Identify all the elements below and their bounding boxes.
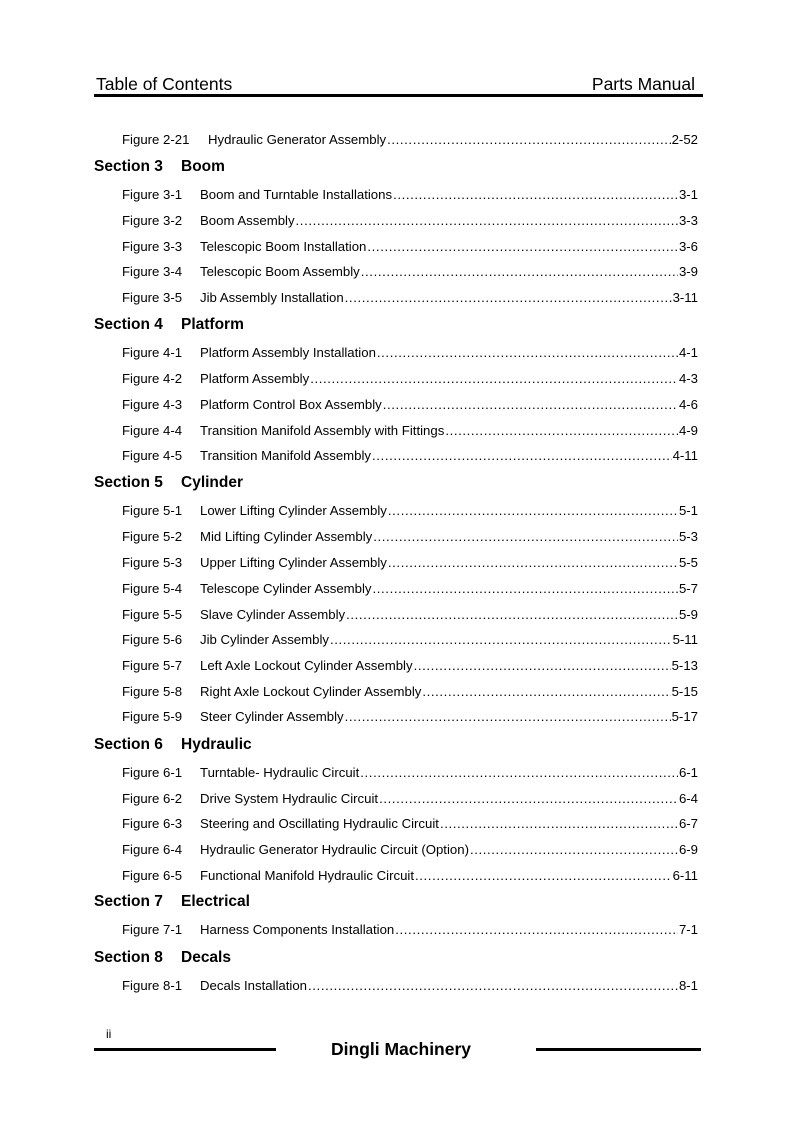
dot-leader xyxy=(470,841,678,859)
toc-section-heading xyxy=(94,948,231,968)
dot-leader xyxy=(387,131,670,149)
figure-number: Figure 5-5 xyxy=(122,607,183,622)
toc-figure-entry xyxy=(122,344,698,362)
figure-number: Figure 5-8 xyxy=(122,684,183,699)
toc-figure-entry xyxy=(122,631,698,649)
section-title: Hydraulic xyxy=(181,736,252,753)
figure-page-number: 5-9 xyxy=(678,607,698,622)
toc-figure-entry xyxy=(122,921,698,939)
toc-figure-entry xyxy=(122,131,698,149)
figure-title: Right Axle Lockout Cylinder Assembly xyxy=(200,684,422,699)
section-number: Section 8 xyxy=(94,949,163,966)
toc-section-heading xyxy=(94,735,252,755)
dot-leader xyxy=(383,396,678,414)
toc-figure-entry xyxy=(122,841,698,859)
figure-number: Figure 3-2 xyxy=(122,213,183,228)
footer-company-name: Dingli Machinery xyxy=(331,1039,472,1059)
figure-title: Functional Manifold Hydraulic Circuit xyxy=(200,868,415,883)
header-manual-name: Parts Manual xyxy=(591,74,695,94)
figure-title: Drive System Hydraulic Circuit xyxy=(200,791,379,806)
figure-number: Figure 4-4 xyxy=(122,423,183,438)
figure-page-number: 8-1 xyxy=(678,978,698,993)
header-title: Table of Contents xyxy=(96,74,233,94)
figure-title: Hydraulic Generator Hydraulic Circuit (Option) xyxy=(200,842,469,857)
toc-figure-entry xyxy=(122,422,698,440)
figure-page-number: 4-11 xyxy=(672,448,698,463)
figure-title: Upper Lifting Cylinder Assembly xyxy=(200,555,387,570)
figure-title: Mid Lifting Cylinder Assembly xyxy=(200,529,373,544)
toc-figure-entry xyxy=(122,977,698,995)
figure-number: Figure 5-4 xyxy=(122,581,183,596)
toc-figure-entry xyxy=(122,186,698,204)
figure-page-number: 4-1 xyxy=(678,345,698,360)
section-title: Decals xyxy=(181,949,231,966)
figure-page-number: 6-4 xyxy=(678,791,698,806)
figure-number: Figure 7-1 xyxy=(122,922,183,937)
toc-figure-entry xyxy=(122,502,698,520)
figure-number: Figure 6-3 xyxy=(122,816,183,831)
figure-page-number: 5-17 xyxy=(671,709,698,724)
figure-page-number: 2-52 xyxy=(671,132,698,147)
dot-leader xyxy=(422,683,670,701)
dot-leader xyxy=(445,422,678,440)
dot-leader xyxy=(308,977,678,995)
toc-figure-entry xyxy=(122,606,698,624)
section-title: Cylinder xyxy=(181,474,244,491)
toc-figure-entry xyxy=(122,289,698,307)
figure-title: Decals Installation xyxy=(200,978,308,993)
toc-figure-entry xyxy=(122,708,698,726)
dot-leader xyxy=(373,528,678,546)
toc-figure-entry xyxy=(122,683,698,701)
figure-number: Figure 5-1 xyxy=(122,503,183,518)
section-title: Boom xyxy=(181,158,225,175)
figure-title: Telescopic Boom Assembly xyxy=(200,264,360,279)
figure-number: Figure 3-1 xyxy=(122,187,183,202)
dot-leader xyxy=(372,447,672,465)
section-number: Section 4 xyxy=(94,316,163,333)
toc-figure-entry xyxy=(122,580,698,598)
toc-figure-entry xyxy=(122,790,698,808)
figure-page-number: 3-6 xyxy=(678,239,698,254)
figure-title: Telescopic Boom Installation xyxy=(200,239,367,254)
figure-title: Left Axle Lockout Cylinder Assembly xyxy=(200,658,413,673)
toc-figure-entry xyxy=(122,815,698,833)
figure-page-number: 5-7 xyxy=(678,581,698,596)
figure-number: Figure 3-4 xyxy=(122,264,183,279)
figure-title: Platform Assembly xyxy=(200,371,310,386)
figure-page-number: 3-11 xyxy=(672,290,698,305)
toc-section-heading xyxy=(94,157,225,177)
figure-page-number: 3-3 xyxy=(678,213,698,228)
figure-title: Platform Control Box Assembly xyxy=(200,397,382,412)
dot-leader xyxy=(345,708,671,726)
toc-figure-entry xyxy=(122,238,698,256)
figure-number: Figure 4-3 xyxy=(122,397,183,412)
section-title: Platform xyxy=(181,316,244,333)
figure-page-number: 5-5 xyxy=(678,555,698,570)
dot-leader xyxy=(414,657,671,675)
figure-number: Figure 5-3 xyxy=(122,555,183,570)
figure-title: Jib Assembly Installation xyxy=(200,290,344,305)
toc-figure-entry xyxy=(122,764,698,782)
figure-page-number: 6-1 xyxy=(678,765,698,780)
dot-leader xyxy=(377,344,678,362)
toc-figure-entry xyxy=(122,212,698,230)
figure-title: Steer Cylinder Assembly xyxy=(200,709,344,724)
section-number: Section 3 xyxy=(94,158,163,175)
figure-title: Slave Cylinder Assembly xyxy=(200,607,346,622)
figure-number: Figure 4-2 xyxy=(122,371,183,386)
figure-title: Boom and Turntable Installations xyxy=(200,187,393,202)
section-title: Electrical xyxy=(181,893,250,910)
figure-number: Figure 5-2 xyxy=(122,529,183,544)
figure-title: Steering and Oscillating Hydraulic Circuit xyxy=(200,816,439,831)
dot-leader xyxy=(345,289,672,307)
dot-leader xyxy=(395,921,678,939)
toc-figure-entry xyxy=(122,396,698,414)
figure-number: Figure 6-5 xyxy=(122,868,183,883)
dot-leader xyxy=(440,815,678,833)
figure-number: Figure 5-7 xyxy=(122,658,183,673)
figure-page-number: 5-1 xyxy=(678,503,698,518)
figure-title: Jib Cylinder Assembly xyxy=(200,632,329,647)
figure-page-number: 3-1 xyxy=(678,187,698,202)
toc-figure-entry xyxy=(122,528,698,546)
figure-page-number: 4-6 xyxy=(678,397,698,412)
dot-leader xyxy=(296,212,678,230)
figure-page-number: 6-9 xyxy=(678,842,698,857)
dot-leader xyxy=(346,606,678,624)
figure-page-number: 6-7 xyxy=(678,816,698,831)
figure-title: Telescope Cylinder Assembly xyxy=(200,581,372,596)
dot-leader xyxy=(415,867,672,885)
figure-title: Lower Lifting Cylinder Assembly xyxy=(200,503,387,518)
figure-number: Figure 4-1 xyxy=(122,345,183,360)
figure-number: Figure 6-4 xyxy=(122,842,183,857)
figure-number: Figure 2-21 xyxy=(122,132,190,147)
figure-page-number: 4-3 xyxy=(678,371,698,386)
toc-section-heading xyxy=(94,892,250,912)
figure-page-number: 5-15 xyxy=(671,684,698,699)
figure-page-number: 5-11 xyxy=(672,632,698,647)
figure-number: Figure 4-5 xyxy=(122,448,183,463)
toc-section-heading xyxy=(94,315,244,335)
figure-page-number: 3-9 xyxy=(678,264,698,279)
figure-page-number: 7-1 xyxy=(678,922,698,937)
toc-figure-entry xyxy=(122,554,698,572)
dot-leader xyxy=(379,790,678,808)
dot-leader xyxy=(373,580,678,598)
figure-number: Figure 3-3 xyxy=(122,239,183,254)
section-number: Section 6 xyxy=(94,736,163,753)
toc-figure-entry xyxy=(122,263,698,281)
toc-section-heading xyxy=(94,473,243,493)
figure-title: Transition Manifold Assembly xyxy=(200,448,372,463)
figure-title: Boom Assembly xyxy=(200,213,295,228)
toc-figure-entry xyxy=(122,867,698,885)
toc-figure-entry xyxy=(122,370,698,388)
figure-number: Figure 8-1 xyxy=(122,978,183,993)
figure-title: Platform Assembly Installation xyxy=(200,345,376,360)
figure-title: Turntable- Hydraulic Circuit xyxy=(200,765,360,780)
dot-leader xyxy=(361,263,678,281)
figure-title: Harness Components Installation xyxy=(200,922,395,937)
figure-page-number: 5-3 xyxy=(678,529,698,544)
footer-divider-right xyxy=(536,1048,701,1051)
figure-number: Figure 5-6 xyxy=(122,632,183,647)
section-number: Section 5 xyxy=(94,474,163,491)
figure-page-number: 6-11 xyxy=(672,868,698,883)
dot-leader xyxy=(310,370,678,388)
dot-leader xyxy=(330,631,672,649)
figure-page-number: 5-13 xyxy=(671,658,698,673)
dot-leader xyxy=(388,554,678,572)
footer-divider-left xyxy=(94,1048,276,1051)
toc-figure-entry xyxy=(122,447,698,465)
section-number: Section 7 xyxy=(94,893,163,910)
figure-title: Hydraulic Generator Assembly xyxy=(208,132,387,147)
page-number: ii xyxy=(106,1027,112,1041)
figure-number: Figure 6-2 xyxy=(122,791,183,806)
dot-leader xyxy=(367,238,678,256)
figure-number: Figure 5-9 xyxy=(122,709,183,724)
toc-figure-entry xyxy=(122,657,698,675)
figure-number: Figure 3-5 xyxy=(122,290,183,305)
figure-page-number: 4-9 xyxy=(678,423,698,438)
dot-leader xyxy=(388,502,678,520)
dot-leader xyxy=(393,186,678,204)
figure-title: Transition Manifold Assembly with Fittings xyxy=(200,423,445,438)
dot-leader xyxy=(360,764,678,782)
figure-number: Figure 6-1 xyxy=(122,765,183,780)
